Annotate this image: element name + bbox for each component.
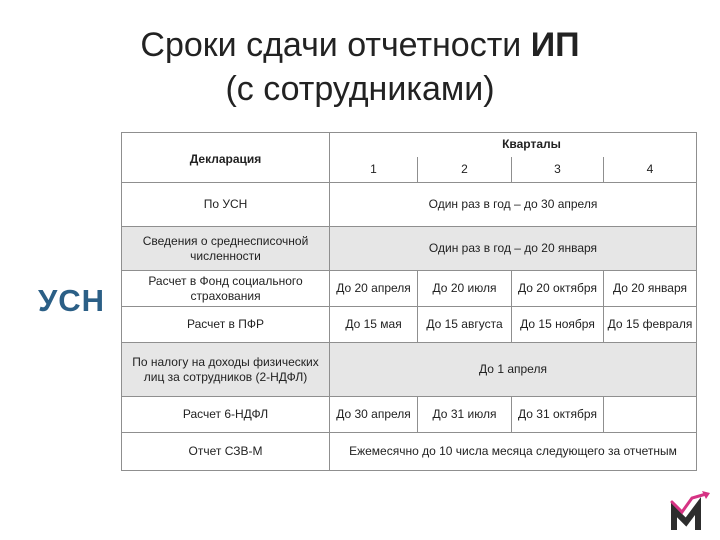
row-cell: До 15 ноября [512, 307, 604, 343]
row-cell: До 15 февраля [604, 307, 697, 343]
schedule-table [121, 132, 697, 471]
row-cell: До 15 мая [330, 307, 418, 343]
row-cell: До 31 октября [512, 397, 604, 433]
side-label-usn: УСН [38, 283, 106, 318]
quarter-1: 1 [330, 157, 418, 183]
m-logo-icon [668, 490, 716, 534]
title-prefix: Сроки сдачи отчетности [140, 26, 531, 64]
row-cell: До 20 апреля [330, 271, 418, 307]
row-merged-value: Один раз в год – до 30 апреля [330, 183, 697, 227]
table-header-row [122, 133, 697, 157]
row-label: Отчет СЗВ-М [122, 433, 330, 471]
row-label: По УСН [122, 183, 330, 227]
quarter-3: 3 [512, 157, 604, 183]
row-cell: До 30 апреля [330, 397, 418, 433]
row-cell: До 31 июля [418, 397, 512, 433]
header-quarters: Кварталы [330, 133, 697, 157]
header-declaration-cell [122, 133, 330, 183]
table-row [122, 397, 697, 433]
row-label: Расчет в ПФР [122, 307, 330, 343]
row-label: По налогу на доходы физических лиц за сотрудников (2-НДФЛ) [122, 343, 330, 397]
row-cell: До 20 октября [512, 271, 604, 307]
quarter-4: 4 [604, 157, 697, 183]
row-label: Расчет в Фонд социального страхования [122, 271, 330, 307]
row-merged-value: Один раз в год – до 20 января [330, 227, 697, 271]
table-row [122, 433, 697, 471]
table-row [122, 271, 697, 307]
row-label: Расчет 6-НДФЛ [122, 397, 330, 433]
row-label: Сведения о среднесписочной численности [122, 227, 330, 271]
row-cell [604, 397, 697, 433]
page-title-line2: (с сотрудниками) [225, 70, 495, 108]
table-row [122, 307, 697, 343]
table-row [122, 183, 697, 227]
title-bold: ИП [530, 26, 580, 64]
row-cell: До 20 июля [418, 271, 512, 307]
row-cell: До 15 августа [418, 307, 512, 343]
table-row [122, 227, 697, 271]
row-cell: До 20 января [604, 271, 697, 307]
row-merged-value: Ежемесячно до 10 числа месяца следующего за отчетным [330, 433, 697, 471]
table-row [122, 343, 697, 397]
header-declaration: Декларация [189, 152, 262, 166]
row-merged-value: До 1 апреля [330, 343, 697, 397]
quarter-2: 2 [418, 157, 512, 183]
page-title-line1 [60, 24, 660, 66]
